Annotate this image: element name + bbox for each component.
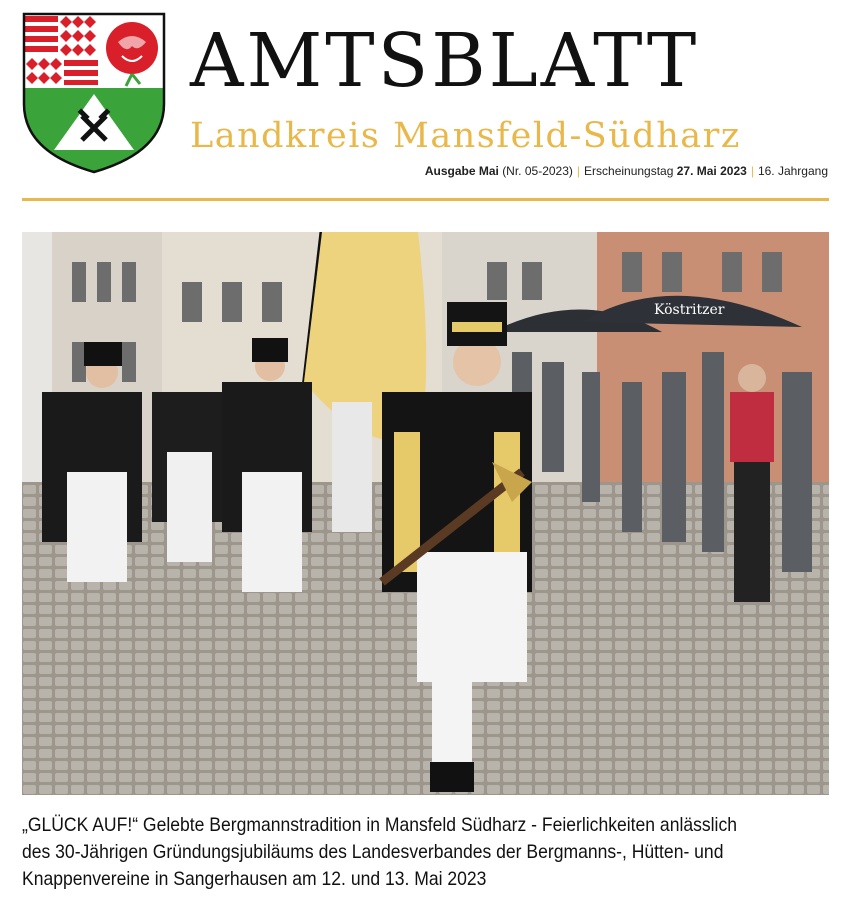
- caption-line-3: Knappenvereine in Sangerhausen am 12. und 13. Mai 2023: [22, 868, 487, 890]
- issue-date: 27. Mai 2023: [676, 164, 747, 178]
- header-divider: [22, 198, 829, 201]
- coat-of-arms-logo: [22, 12, 166, 174]
- issue-date-label: Erscheinungstag: [584, 164, 674, 178]
- caption-line-1: „GLÜCK AUF!“ Gelebte Bergmannstradition in Mansfeld Südharz - Feierlichkeiten anlässlich: [22, 814, 737, 836]
- umbrella-text: Köstritzer: [654, 302, 725, 318]
- masthead-title: AMTSBLATT: [190, 18, 700, 104]
- issue-line: Ausgabe Mai (Nr. 05-2023) | Erscheinungstag 27. Mai 2023 | 16. Jahrgang: [424, 164, 828, 178]
- masthead-subtitle: Landkreis Mansfeld-Südharz: [190, 116, 741, 156]
- cover-caption: [22, 812, 832, 893]
- issue-volume: 16. Jahrgang: [757, 164, 828, 178]
- issue-number: (Nr. 05-2023): [502, 164, 573, 178]
- caption-line-2: des 30-Jährigen Gründungsjubiläums des Landesverbandes der Bergmanns-, Hütten- und: [22, 841, 724, 863]
- issue-label: Ausgabe Mai: [424, 164, 499, 178]
- cover-photo: [22, 232, 829, 795]
